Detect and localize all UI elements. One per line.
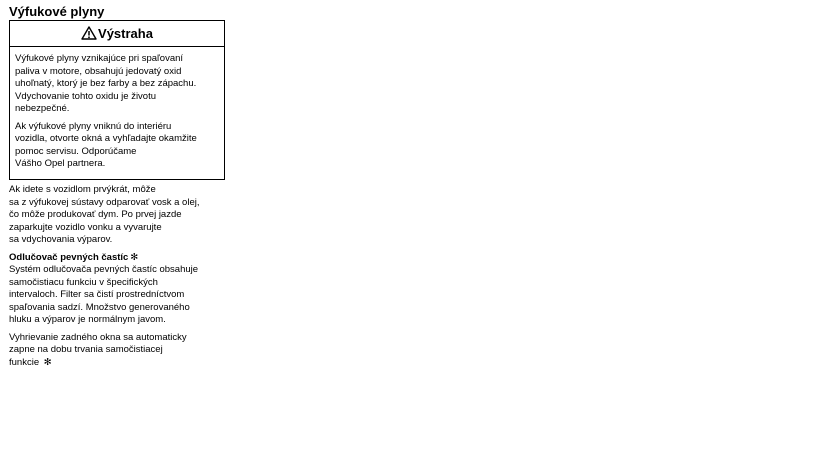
manual-column [9,0,227,369]
text-line: vozidla, otvorte okná a vyhľadajte okamžite [15,133,197,144]
warning-triangle-icon [81,26,97,40]
warning-paragraph-2 [15,121,224,171]
text-line: samočistiacu funkciu v špecifických [9,276,158,288]
text-line: čo môže produkovať dym. Po prvej jazde [9,209,182,220]
filter-heading [9,252,227,265]
body-text [9,184,227,369]
text-line: uhoľnatý, ktorý je bez farby a bez zápachu. [15,78,197,89]
text-line: zaparkujte vozidlo vonku a vyvarujte [9,221,162,233]
warning-box [9,20,225,180]
text-line: Vyhrievanie zadného okna sa automaticky [9,331,187,343]
text-line: Ak výfukové plyny vniknú do interiéru [15,120,172,132]
text-line: zapne na dobu trvania samočistiacej [9,344,163,355]
warning-body [10,47,224,171]
text-line: sa z výfukovej sústavy odparovať vosk a olej, [9,196,200,208]
rear-window-paragraph [9,332,227,370]
filter-heading-text: Odlučovač pevných častíc [9,251,129,263]
text-line: hluku a výparov je normálnym javom. [9,314,166,325]
text-line: Vdychovanie tohto oxidu je životu [15,90,157,102]
warning-paragraph-1 [15,53,224,116]
text-line: intervaloch. Filter sa čistí prostredníctvom [9,289,185,300]
intro-paragraph [9,184,227,247]
text-line: paliva v motore, obsahujú jedovatý oxid [15,65,182,77]
text-line [9,357,227,370]
text-line: nebezpečné. [15,103,70,114]
text-line: pomoc servisu. Odporúčame [15,145,137,157]
text-line-content: funkcie [9,356,40,368]
text-line: sa vdychovania výparov. [9,234,113,245]
filter-paragraph [9,264,227,327]
warning-header [10,21,224,47]
snowflake-icon: ✻ [43,356,52,368]
warning-title: Výstraha [98,26,153,41]
text-line: Systém odlučovača pevných častíc obsahuje [9,264,199,275]
text-line: Vášho Opel partnera. [15,158,106,169]
text-line: Ak idete s vozidlom prvýkrát, môže [9,184,156,195]
section-title: Výfukové plyny [9,4,105,19]
text-line: Výfukové plyny vznikajúce pri spaľovaní [15,53,184,64]
snowflake-icon: ✻ [130,251,139,263]
text-line: spaľovania sadzí. Množstvo generovaného [9,301,190,313]
